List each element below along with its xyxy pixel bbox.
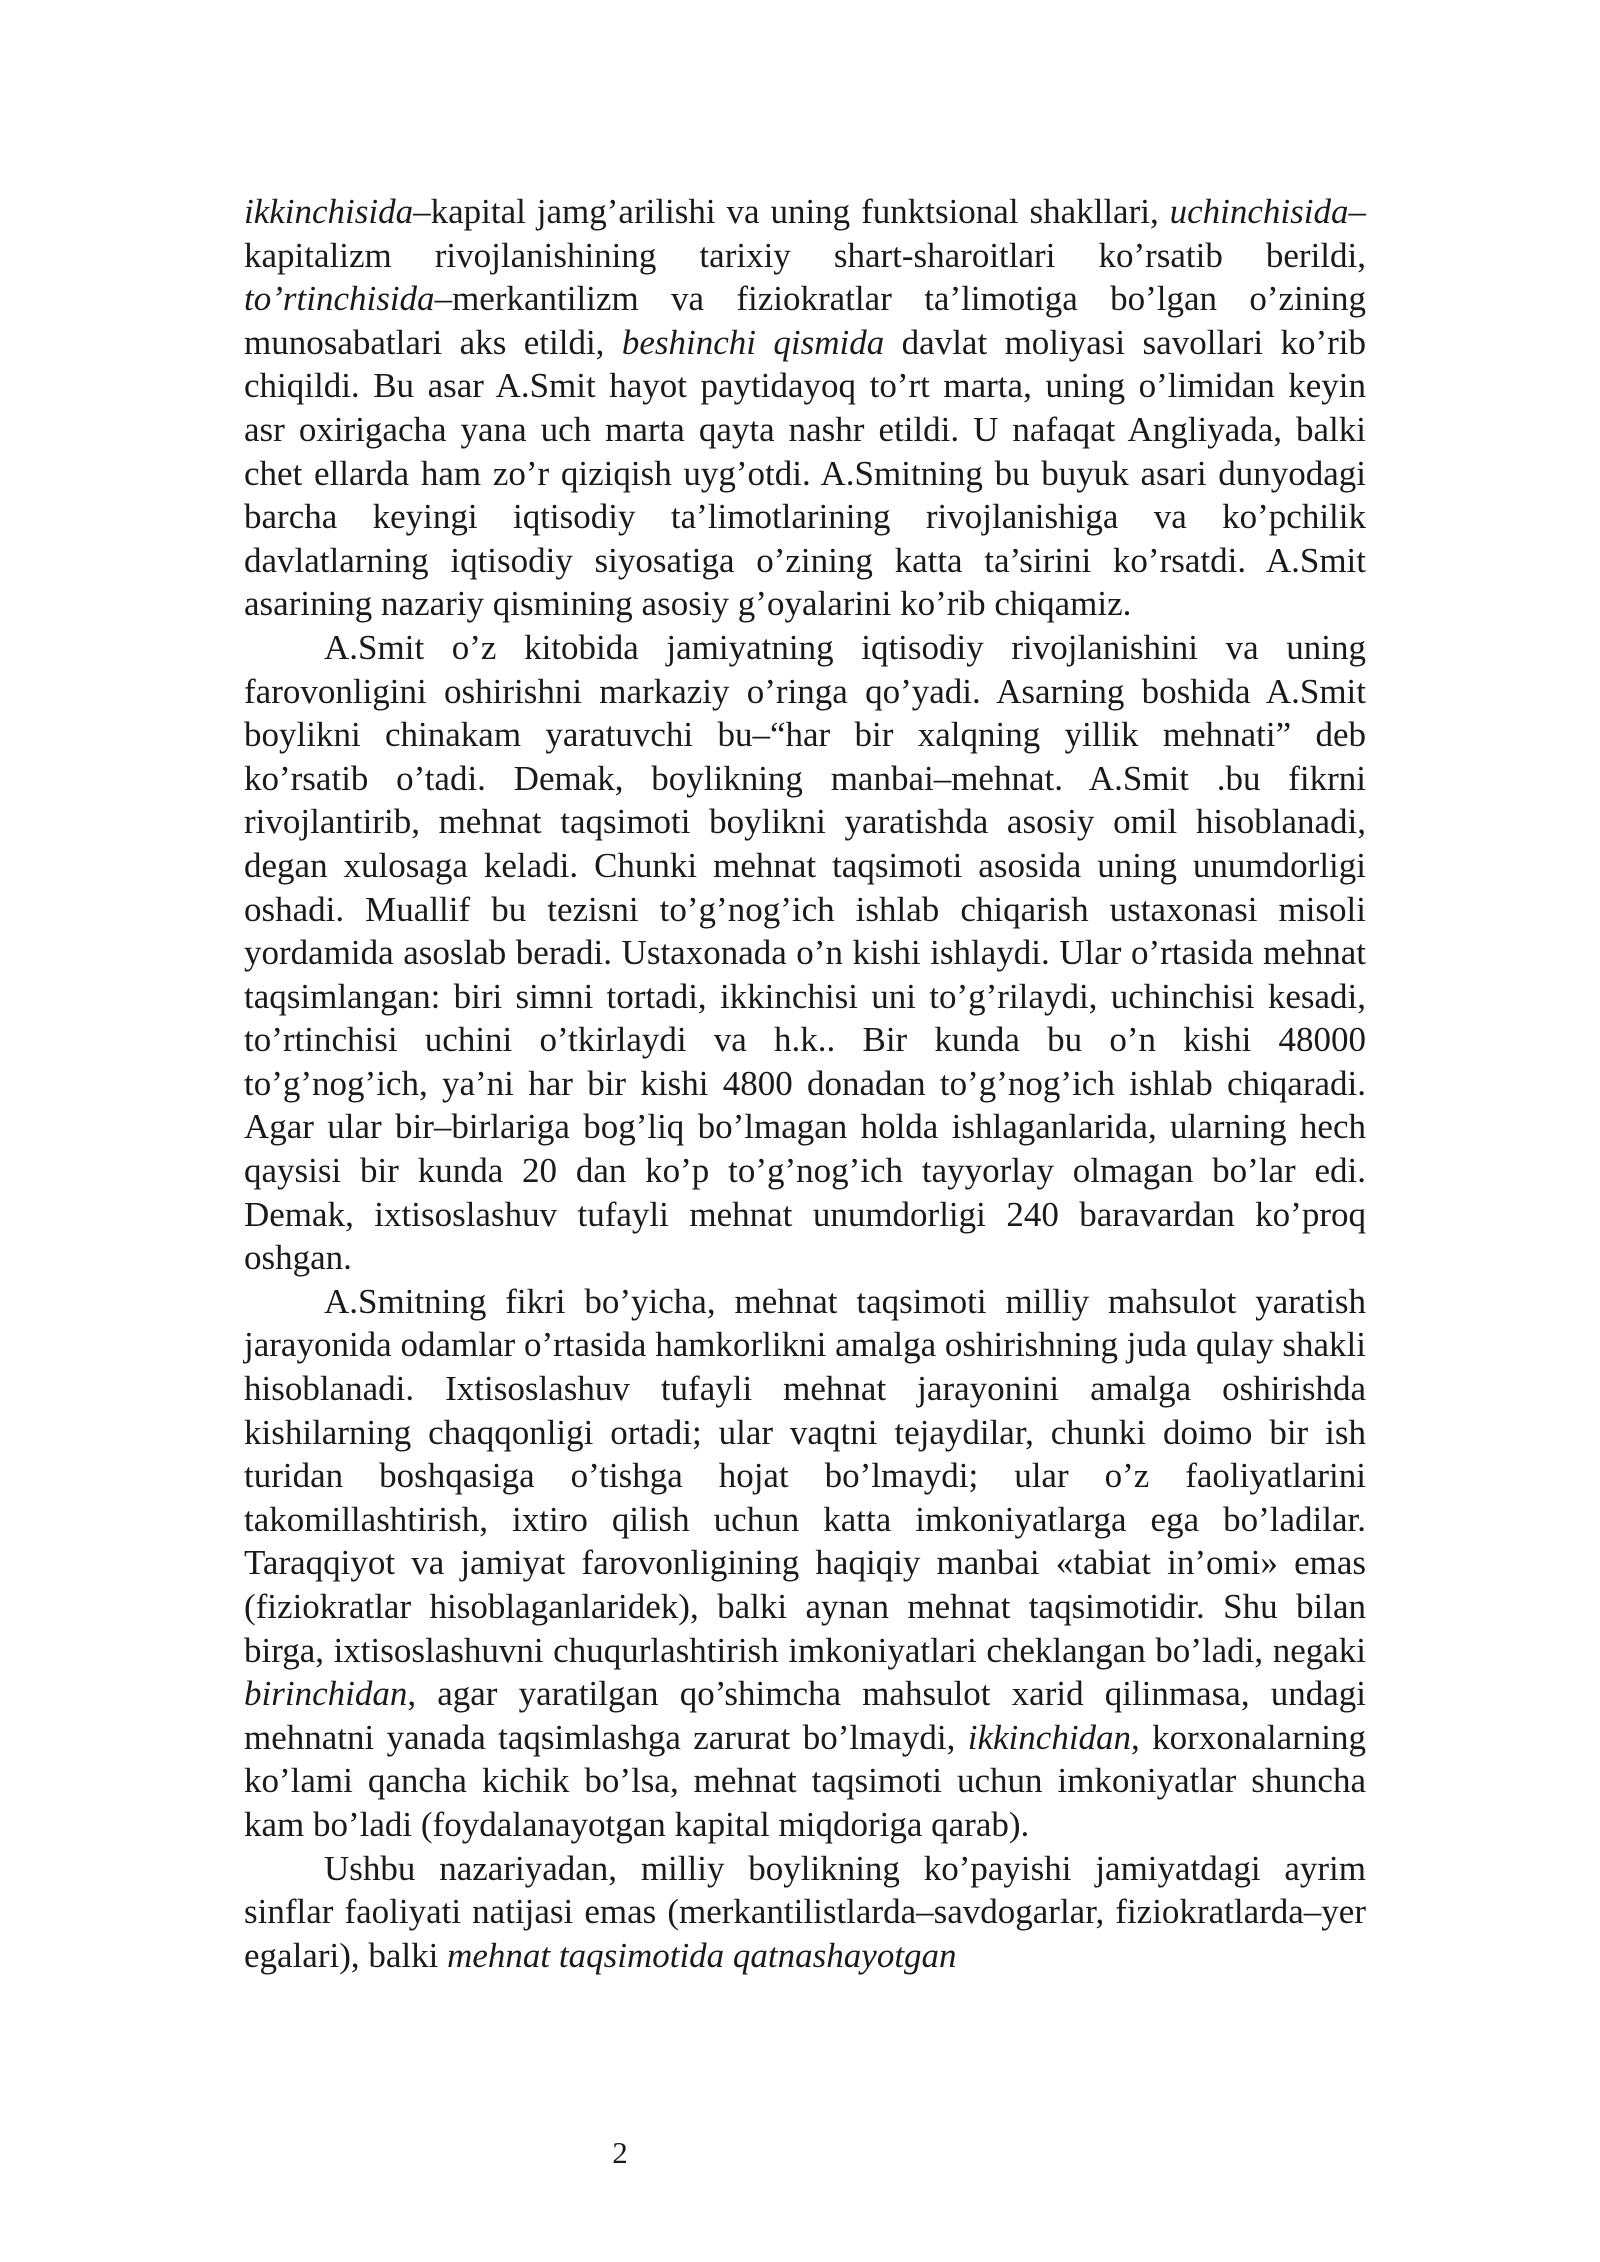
document-body <box>244 190 1366 1977</box>
text-run: , agar yaratilgan qo’shimcha mahsulot xarid qilinmasa, undagi mehnatni yanada taqsimlashga zarurat bo’lmaydi, <box>244 1674 1366 1757</box>
italic-text-run: mehnat taqsimotida qatnashayotgan <box>447 1935 957 1975</box>
text-run: A.Smit o’z kitobida jamiyatning iqtisodiy rivojlanishini va uning farovonligini oshirishni markaziy o’ringa qo’yadi. Asarning boshida A.Smit boylikni chinakam yaratuvchi bu–“har bir xalqning yillik mehnati” deb ko’rsatib o’tadi. Demak, boylikning manbai–mehnat. A.Smit .bu fikrni rivojlantirib, mehnat taqsimoti boylikni yaratishda asosiy omil hisoblanadi, degan xulosaga keladi. Chunki mehnat taqsimoti asosida uning unumdorligi oshadi. Muallif bu tezisni to’g’nog’ich ishlab chiqarish ustaxonasi misoli yordamida asoslab beradi. Ustaxonada o’n kishi ishlaydi. Ular o’rtasida mehnat taqsimlangan: biri simni tortadi, ikkinchisi uni to’g’rilaydi, uchinchisi kesadi, to’rtinchisi uchini o’tkirlaydi va h.k.. Bir kunda bu o’n kishi 48000 to’g’nog’ich, ya’ni har bir kishi 4800 donadan to’g’nog’ich ishlab chiqaradi. Agar ular bir–birlariga bog’liq bo’lmagan holda ishlaganlarida, ularning hech qaysisi bir kunda 20 dan ko’p to’g’nog’ich tayyorlay olmagan bo’lar edi. Demak, ixtisoslashuv tufayli mehnat unumdorligi 240 baravardan ko’proq oshgan. <box>244 627 1366 1278</box>
text-run: –kapitalizm rivojlanishining tarixiy shart-sharoitlari ko’rsatib berildi, <box>244 192 1366 275</box>
italic-text-run: ikkinchisida <box>244 192 414 231</box>
italic-text-run: to’rtinchisida <box>244 279 435 319</box>
text-run: A.Smitning fikri bo’yicha, mehnat taqsimoti milliy mahsulot yaratish jarayonida odamlar o’rtasida hamkorlikni amalga oshirishning juda qulay shakli hisoblanadi. Ixtisoslashuv tufayli mehnat jarayonini amalga oshirishda kishilarning chaqqonligi ortadi; ular vaqtni tejaydilar, chunki doimo bir ish turidan boshqasiga o’tishga hojat bo’lmaydi; ular o’z faoliyatlarini takomillashtirish, ixtiro qilish uchun katta imkoniyatlarga ega bo’ladilar. Taraqqiyot va jamiyat farovonligining haqiqiy manbai «tabiat in’omi» emas (fiziokratlar hisoblaganlaridek), balki aynan mehnat taqsimotidir. Shu bilan birga, ixtisoslashuvni chuqurlashtirish imkoniyatlari cheklangan bo’ladi, negaki <box>244 1281 1366 1670</box>
italic-text-run: beshinchi qismida <box>621 322 885 362</box>
paragraph <box>244 1847 1366 1978</box>
paragraph <box>244 190 1366 626</box>
text-run: davlat moliyasi savollari ko’rib chiqildi. Bu asar A.Smit hayot paytidayoq to’rt marta, uning o’limidan keyin asr oxirigacha yana uch marta qayta nashr etildi. U nafaqat Angliyada, balki chet ellarda ham zo’r qiziqish uyg’otdi. A.Smitning bu buyuk asari dunyodagi barcha keyingi iqtisodiy ta’limotlarining rivojlanishiga va ko’pchilik davlatlarning iqtisodiy siyosatiga o’zining katta ta’sirini ko’rsatdi. A.Smit asarining nazariy qismining asosiy g’oyalarini ko’rib chiqamiz. <box>244 322 1367 624</box>
italic-text-run: uchinchisida <box>1169 192 1349 231</box>
paragraph <box>244 626 1366 1280</box>
page-number: 2 <box>612 2135 628 2170</box>
italic-text-run: birinchidan <box>244 1674 408 1714</box>
text-run: Ushbu nazariyadan, milliy boylikning ko’payishi jamiyatdagi ayrim sinflar faoliyati natijasi emas (merkantilistlarda–savdogarlar, fiziokratlarda–yer egalari), balki <box>244 1848 1366 1975</box>
text-run: –kapital jamg’arilishi va uning funktsional shakllari, <box>413 192 1170 231</box>
italic-text-run: ikkinchidan <box>967 1717 1132 1757</box>
paragraph <box>244 1280 1366 1847</box>
text-run: , korxonalarning ko’lami qancha kichik bo’lsa, mehnat taqsimoti uchun imkoniyatlar shuncha kam bo’ladi (foydalanayotgan kapital miqdoriga qarab). <box>244 1717 1367 1844</box>
text-run: –merkantilizm va fiziokratlar ta’limotiga bo’lgan o’zining munosabatlari aks etildi, <box>244 279 1366 362</box>
